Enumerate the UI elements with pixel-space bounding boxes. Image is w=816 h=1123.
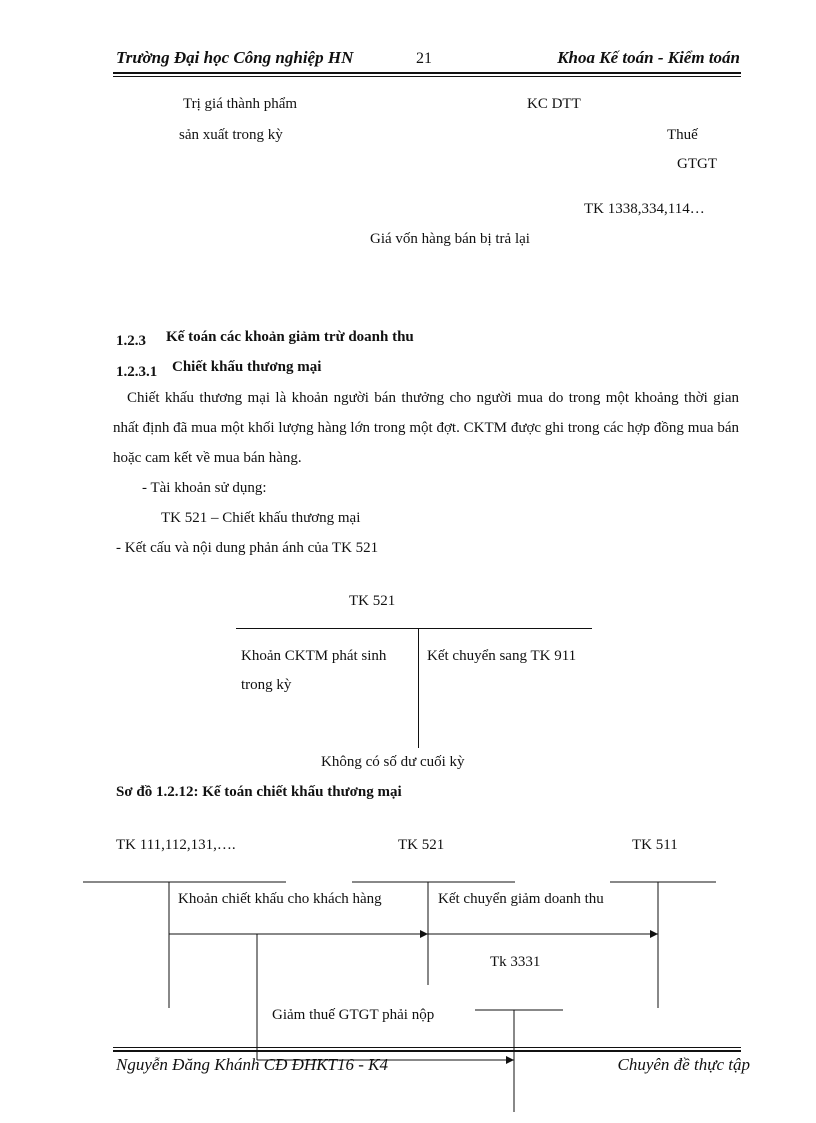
t-account-title: TK 521 — [349, 593, 396, 609]
diagram-caption: Sơ đồ 1.2.12: Kế toán chiết khấu thương mại — [116, 784, 402, 800]
header-school: Trường Đại học Công nghiệp HN — [116, 48, 354, 67]
t-account-debit-line2: trong kỳ — [241, 677, 292, 693]
heading-1-2-3-1-title: Chiết khấu thương mại — [172, 359, 322, 375]
label-kc-dtt: KC DTT — [527, 96, 581, 112]
header-department: Khoa Kế toán - Kiểm toán — [557, 48, 740, 67]
flow-label-giam-thue: Giảm thuế GTGT phải nộp — [272, 1007, 435, 1023]
flow-label-khoan-chiet-khau: Khoản chiết khấu cho khách hàng — [178, 891, 382, 907]
label-gtgt: GTGT — [677, 156, 717, 172]
footer-rule-thin — [113, 1047, 741, 1048]
paragraph-chiet-khau: Chiết khấu thương mại là khoản người bán thưởng cho người mua do trong một khoảng thời gian nhất định đã mua một khối lượng hàng lớn trong một đợt. CKTM được ghi trong các hợp đồng mua bán hoặc cam kết về mua bán hàng. — [113, 390, 739, 466]
header-page-number: 21 — [416, 50, 432, 67]
label-tri-gia-thanh-pham: Trị giá thành phẩm — [183, 96, 298, 112]
heading-1-2-3-number: 1.2.3 — [116, 333, 146, 349]
heading-1-2-3-1-number: 1.2.3.1 — [116, 364, 158, 380]
label-gia-von-tra-lai: Giá vốn hàng bán bị trả lại — [370, 231, 530, 247]
flow-tk-right: TK 511 — [632, 837, 678, 853]
flow-tk-mid: TK 521 — [398, 837, 445, 853]
heading-1-2-3-title: Kế toán các khoản giảm trừ doanh thu — [166, 329, 414, 345]
footer-rule — [113, 1050, 741, 1052]
t-account-credit-line1: Kết chuyển sang TK 911 — [427, 648, 577, 664]
flow-label-ket-chuyen: Kết chuyển giảm doanh thu — [438, 891, 604, 907]
account-used-label: - Tài khoản sử dụng: — [142, 480, 267, 496]
footer-topic: Chuyên đề thực tập — [617, 1055, 750, 1074]
structure-line: - Kết cấu và nội dung phản ánh của TK 521 — [116, 540, 379, 556]
flow-tk-3331: Tk 3331 — [490, 954, 541, 970]
footer-author: Nguyễn Đăng Khánh CĐ ĐHKT16 - K4 — [116, 1055, 389, 1074]
t-account-debit-line1: Khoản CKTM phát sinh — [241, 648, 387, 664]
label-san-xuat-trong-ky: sản xuất trong kỳ — [179, 127, 283, 143]
t-account-balance-note: Không có số dư cuối kỳ — [321, 754, 465, 770]
label-tk-list: TK 1338,334,114… — [584, 201, 705, 217]
flow-tk-left: TK 111,112,131,…. — [116, 837, 236, 853]
account-name: TK 521 – Chiết khấu thương mại — [161, 510, 361, 526]
label-thue: Thuế — [667, 127, 698, 143]
